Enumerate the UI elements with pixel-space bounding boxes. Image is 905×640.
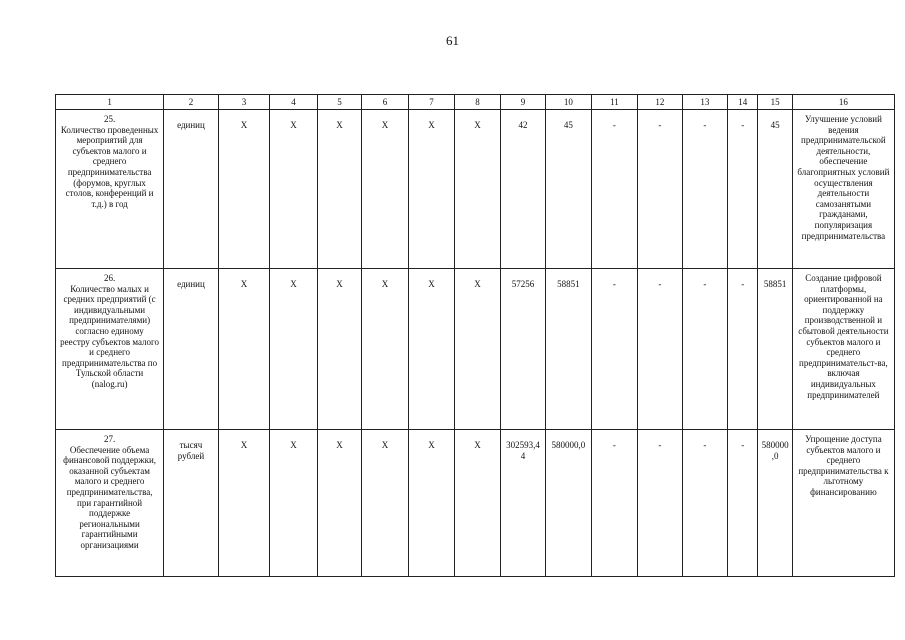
value-cell-c14: - (728, 430, 758, 577)
table-row (56, 110, 895, 269)
column-header-3: 3 (218, 95, 270, 110)
value-cell-c15: 580000 ,0 (758, 430, 792, 577)
value-cell-c4: Х (270, 430, 318, 577)
value-cell-c14: - (728, 269, 758, 430)
value-cell-c7: Х (408, 430, 454, 577)
value-cell-c6: Х (362, 430, 408, 577)
value-cell-c7: Х (408, 269, 454, 430)
column-header-11: 11 (591, 95, 637, 110)
value-cell-c11: - (591, 430, 637, 577)
indicator-name-cell: 26. Количество малых и средних предприятий (с индивидуальными предпринимателями) согласно единому реестру субъектов малого и среднего предпринимательства по Тульской области (nalog.ru) (56, 269, 164, 430)
value-cell-c4: Х (270, 269, 318, 430)
value-cell-c6: Х (362, 110, 408, 269)
column-header-16: 16 (792, 95, 894, 110)
column-header-12: 12 (638, 95, 682, 110)
column-header-1: 1 (56, 95, 164, 110)
column-header-8: 8 (455, 95, 500, 110)
column-header-7: 7 (408, 95, 454, 110)
value-cell-c3: Х (218, 269, 270, 430)
value-cell-c8: Х (455, 430, 500, 577)
column-header-5: 5 (317, 95, 361, 110)
value-cell-c11: - (591, 269, 637, 430)
unit-cell: единиц (164, 269, 219, 430)
table-row (56, 269, 895, 430)
value-cell-c12: - (638, 269, 682, 430)
value-cell-c15: 58851 (758, 269, 792, 430)
value-cell-c5: Х (317, 269, 361, 430)
value-cell-c8: Х (455, 110, 500, 269)
expected-result-cell: Улучшение условий ведения предпринимательской деятельности, обеспечение благоприятных условий осуществления деятельности самозанятыми гражданами, популяризация предпринимательства (792, 110, 894, 269)
value-cell-c13: - (682, 110, 727, 269)
value-cell-c5: Х (317, 110, 361, 269)
column-header-2: 2 (164, 95, 219, 110)
value-cell-c4: Х (270, 110, 318, 269)
value-cell-c3: Х (218, 430, 270, 577)
column-header-6: 6 (362, 95, 408, 110)
column-header-13: 13 (682, 95, 727, 110)
value-cell-c12: - (638, 430, 682, 577)
column-number-row (56, 95, 895, 110)
value-cell-c7: Х (408, 110, 454, 269)
value-cell-c13: - (682, 430, 727, 577)
column-header-9: 9 (500, 95, 545, 110)
value-cell-c9: 42 (500, 110, 545, 269)
indicators-table (55, 94, 895, 577)
value-cell-c10: 580000,0 (546, 430, 591, 577)
value-cell-c11: - (591, 110, 637, 269)
page-number: 61 (446, 33, 459, 48)
unit-cell: единиц (164, 110, 219, 269)
expected-result-cell: Упрощение доступа субъектов малого и среднего предпринимательства к льготному финансированию (792, 430, 894, 577)
unit-cell: тысяч рублей (164, 430, 219, 577)
table-row (56, 430, 895, 577)
value-cell-c14: - (728, 110, 758, 269)
value-cell-c10: 45 (546, 110, 591, 269)
column-header-4: 4 (270, 95, 318, 110)
value-cell-c13: - (682, 269, 727, 430)
column-header-10: 10 (546, 95, 591, 110)
value-cell-c15: 45 (758, 110, 792, 269)
expected-result-cell: Создание цифровой платформы, ориентированной на поддержку производственной и сбытовой деятельности субъектов малого и среднего предпринимательст-ва, включая индивидуальных предпринимателей (792, 269, 894, 430)
value-cell-c3: Х (218, 110, 270, 269)
value-cell-c5: Х (317, 430, 361, 577)
indicator-name-cell: 27. Обеспечение объема финансовой поддержки, оказанной субъектам малого и среднего предпринимательства, при гарантийной поддержке региональными гарантийными организациями (56, 430, 164, 577)
value-cell-c8: Х (455, 269, 500, 430)
indicator-name-cell: 25. Количество проведенных мероприятий для субъектов малого и среднего предпринимательства (форумов, круглых столов, конференций и т.д.) в год (56, 110, 164, 269)
value-cell-c10: 58851 (546, 269, 591, 430)
value-cell-c12: - (638, 110, 682, 269)
column-header-15: 15 (758, 95, 792, 110)
value-cell-c9: 57256 (500, 269, 545, 430)
column-header-14: 14 (728, 95, 758, 110)
value-cell-c6: Х (362, 269, 408, 430)
value-cell-c9: 302593,4 4 (500, 430, 545, 577)
